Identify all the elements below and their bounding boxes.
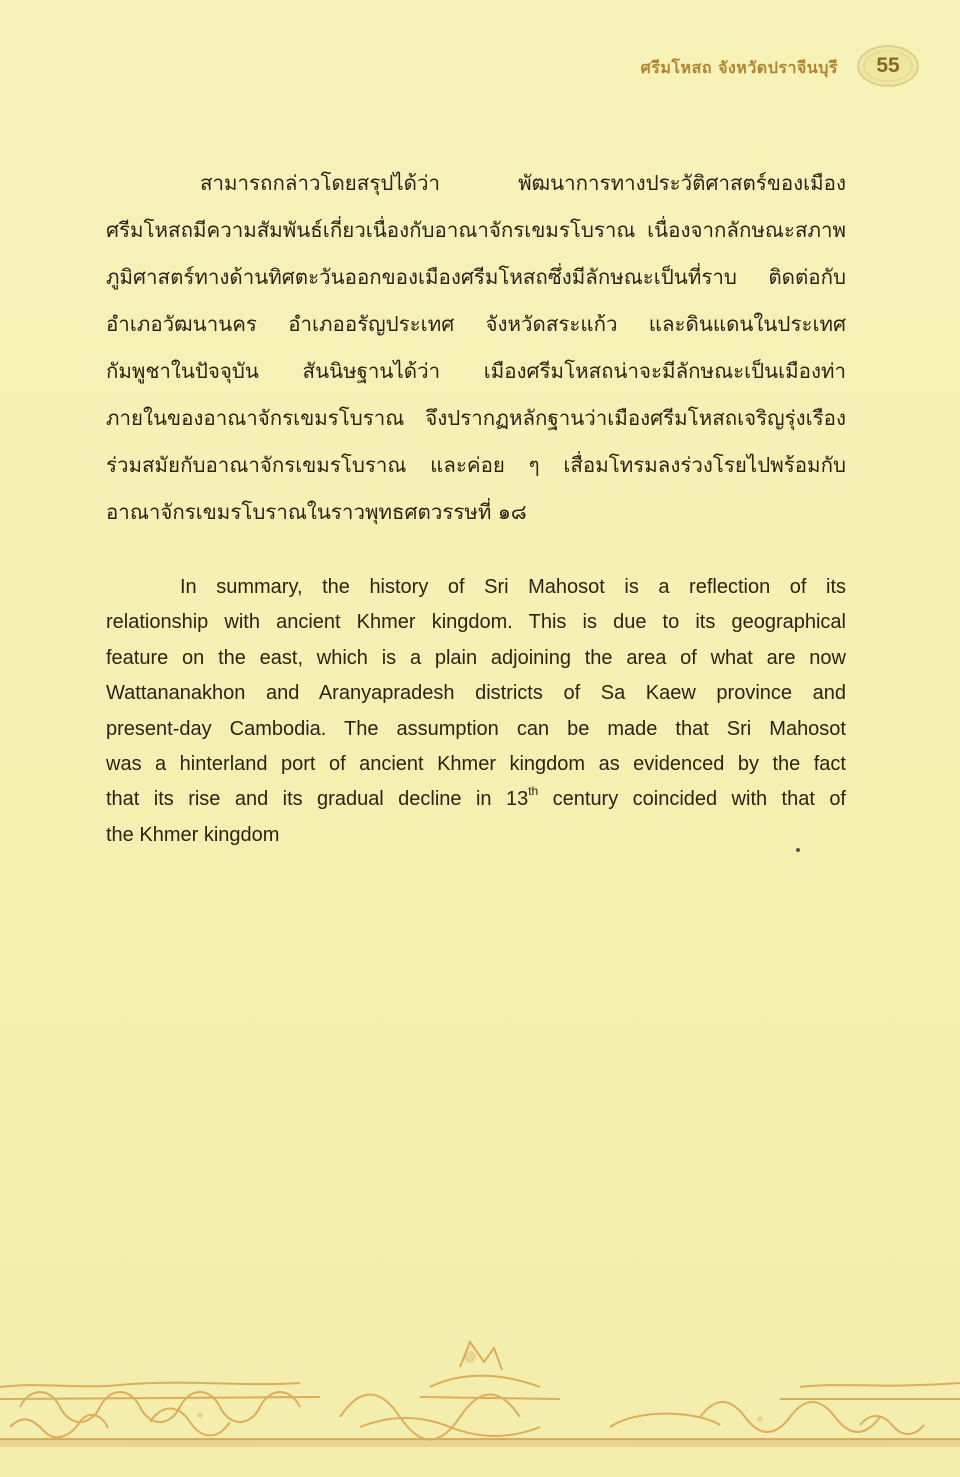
thai-line: ศรีมโหสถมีความสัมพันธ์เกี่ยวเนื่องกับอาณาจักรเขมรโบราณ เนื่องจากลักษณะสภาพ <box>106 218 846 242</box>
thai-line: ภายในของอาณาจักรเขมรโบราณ จึงปรากฏหลักฐานว่าเมืองศรีมโหสถเจริญรุ่งเรือง <box>106 406 846 430</box>
english-paragraph <box>106 570 846 853</box>
english-line: relationship with ancient Khmer kingdom. This is due to its geographical <box>106 611 846 634</box>
english-line: was a hinterland port of ancient Khmer kingdom as evidenced by the fact <box>106 753 846 776</box>
page-number: 55 <box>876 54 900 77</box>
english-line: In summary, the history of Sri Mahosot is a reflection of its <box>180 576 846 598</box>
thai-line: กัมพูชาในปัจจุบัน สันนิษฐานได้ว่า เมืองศรีมโหสถน่าจะมีลักษณะเป็นเมืองท่า <box>106 359 846 383</box>
english-line: Wattananakhon and Aranyapradesh districts of Sa Kaew province and <box>106 682 846 705</box>
ordinal-superscript: th <box>528 784 539 799</box>
thai-line: สามารถกล่าวโดยสรุปได้ว่า พัฒนาการทางประวัติศาสตร์ของเมือง <box>200 171 846 195</box>
thai-line: ภูมิศาสตร์ทางด้านทิศตะวันออกของเมืองศรีมโหสถซึ่งมีลักษณะเป็นที่ราบ ติดต่อกับ <box>106 265 846 289</box>
running-header-title: ศรีมโหสถ จังหวัดปราจีนบุรี <box>640 57 838 77</box>
bottom-ornament-illustration <box>0 1327 960 1477</box>
english-line: present-day Cambodia. The assumption can be made that Sri Mahosot <box>106 717 846 740</box>
thai-line: อาณาจักรเขมรโบราณในราวพุทธศตวรรษที่ ๑๘ <box>106 500 527 524</box>
thai-line: ร่วมสมัยกับอาณาจักรเขมรโบราณ และค่อย ๆ เสื่อมโทรมลงร่วงโรยไปพร้อมกับ <box>106 453 846 477</box>
thai-paragraph <box>106 160 846 536</box>
page-header <box>641 44 920 88</box>
page-number-badge <box>856 44 920 88</box>
english-line: the Khmer kingdom <box>106 823 280 846</box>
english-line-with-superscript <box>106 782 846 817</box>
english-line-text: century coincided with that of <box>538 788 846 811</box>
print-speck <box>796 848 800 852</box>
english-line: feature on the east, which is a plain adjoining the area of what are now <box>106 646 846 669</box>
thai-line: อำเภอวัฒนานคร อำเภออรัญประเทศ จังหวัดสระแก้ว และดินแดนในประเทศ <box>106 312 846 336</box>
english-line-text: that its rise and its gradual decline in 13 <box>106 788 529 811</box>
